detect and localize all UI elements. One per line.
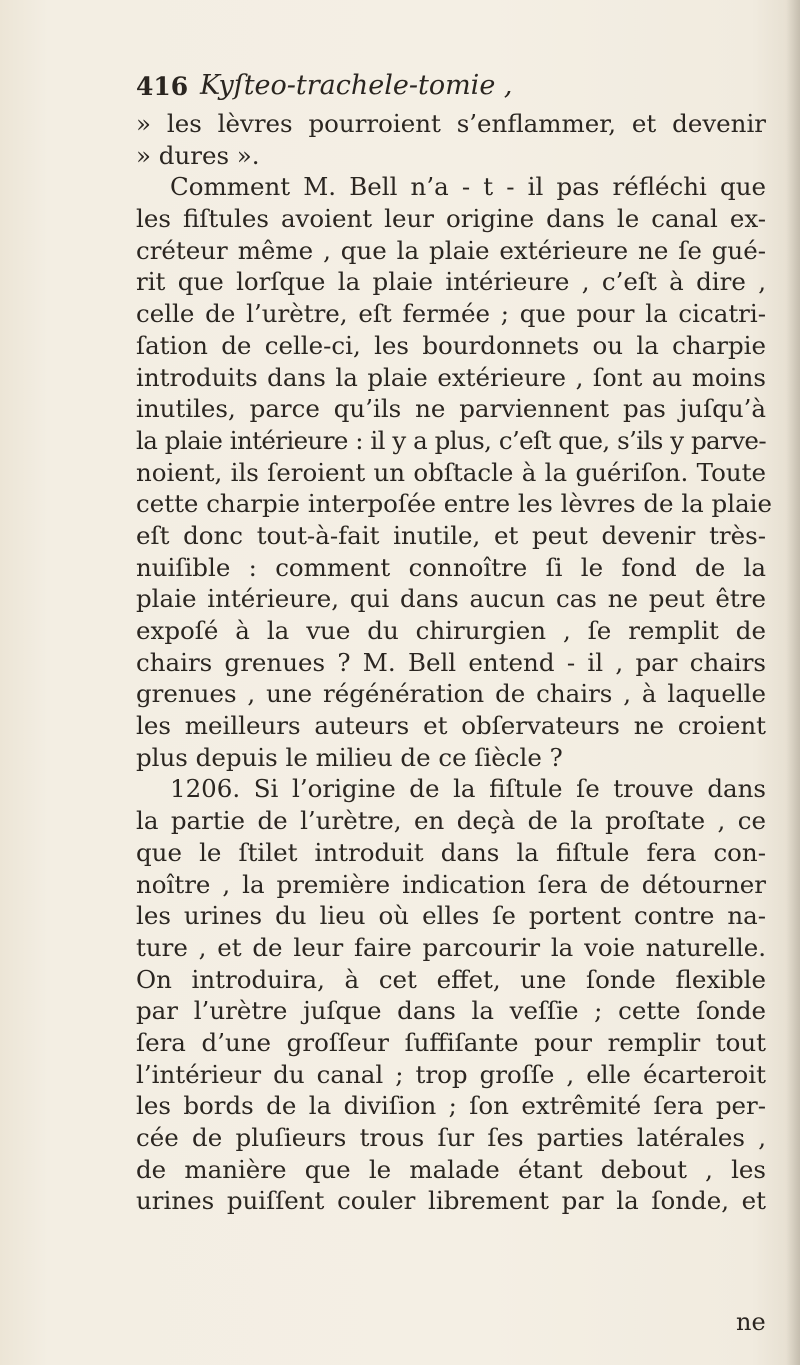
- text-line: introduits dans la plaie extérieure , ſont au moins: [136, 362, 766, 392]
- text-line: urines puiſſent couler librement par la ſonde, et: [136, 1186, 766, 1216]
- text-line: eſt donc tout-à-fait inutile, et peut devenir très-: [136, 520, 766, 550]
- text-line: plus depuis le milieu de ce ſiècle ?: [136, 742, 563, 772]
- text-line: » dures ».: [136, 140, 260, 170]
- text-line: rit que lorſque la plaie intérieure , c’eſt à dire ,: [136, 267, 766, 297]
- catchword: ne: [736, 1308, 766, 1336]
- text-line: ture , et de leur faire parcourir la voie naturelle.: [136, 932, 766, 962]
- text-line: On introduira, à cet effet, une ſonde flexible: [136, 964, 766, 994]
- text-line: cette charpie interpoſée entre les lèvres de la plaie: [136, 489, 773, 519]
- text-line: de manière que le malade étant debout , les: [136, 1154, 766, 1184]
- text-line: les urines du lieu où elles ſe portent contre na-: [136, 901, 766, 931]
- page-header: [136, 70, 736, 110]
- text-line: 1206. Si l’origine de la fiſtule ſe trouve dans: [170, 774, 766, 804]
- text-line: ſera d’une groſſeur ſuffiſante pour remplir tout: [136, 1027, 766, 1057]
- text-line: noître , la première indication ſera de détourner: [136, 869, 766, 899]
- page-number: 416: [136, 72, 189, 101]
- text-line: plaie intérieure, qui dans aucun cas ne peut être: [136, 584, 766, 614]
- text-line: cée de pluſieurs trous ſur ſes parties latérales ,: [136, 1123, 766, 1152]
- text-line: » les lèvres pourroient s’enflammer, et devenir: [136, 109, 766, 138]
- body-text: [136, 108, 773, 1217]
- text-line: les bords de la diviſion ; ſon extrêmité ſera per-: [136, 1091, 766, 1121]
- text-line: Comment M. Bell n’a - t - il pas réfléchi que: [170, 172, 766, 202]
- text-line: par l’urètre juſque dans la veſſie ; cette ſonde: [136, 996, 766, 1026]
- text-line: noient, ils ſeroient un obſtacle à la guériſon. Toute: [136, 457, 766, 487]
- text-line: les meilleurs auteurs et obſervateurs ne croient: [136, 711, 766, 741]
- text-line: celle de l’urètre, eſt fermée ; que pour la cicatri-: [136, 299, 766, 329]
- running-title: Kyſteo-trachele-tomie ,: [200, 70, 513, 101]
- text-line: chairs grenues ? M. Bell entend - il , par chairs: [136, 647, 766, 677]
- text-line: créteur même , que la plaie extérieure ne ſe gué-: [136, 235, 766, 265]
- page-edge-shadow: [786, 0, 800, 1365]
- text-line: nuiſible : comment connoître ſi le fond de la: [136, 552, 766, 582]
- text-line: grenues , une régénération de chairs , à laquelle: [136, 679, 766, 709]
- text-line: expoſé à la vue du chirurgien , ſe remplit de: [136, 616, 766, 645]
- text-line: les fiſtules avoient leur origine dans le canal ex-: [136, 204, 766, 234]
- text-line: que le ſtilet introduit dans la fiſtule fera con-: [136, 837, 766, 867]
- text-line: l’intérieur du canal ; trop groſſe , elle écarteroit: [136, 1059, 766, 1089]
- text-line: inutiles, parce qu’ils ne parviennent pas juſqu’à: [136, 394, 766, 424]
- text-line: la plaie intérieure : il y a plus, c’eſt que, s’ils y parve-: [136, 425, 766, 455]
- text-line: la partie de l’urètre, en deçà de la proſtate , ce: [136, 806, 766, 836]
- text-line: ſation de celle-ci, les bourdonnets ou la charpie: [136, 330, 766, 360]
